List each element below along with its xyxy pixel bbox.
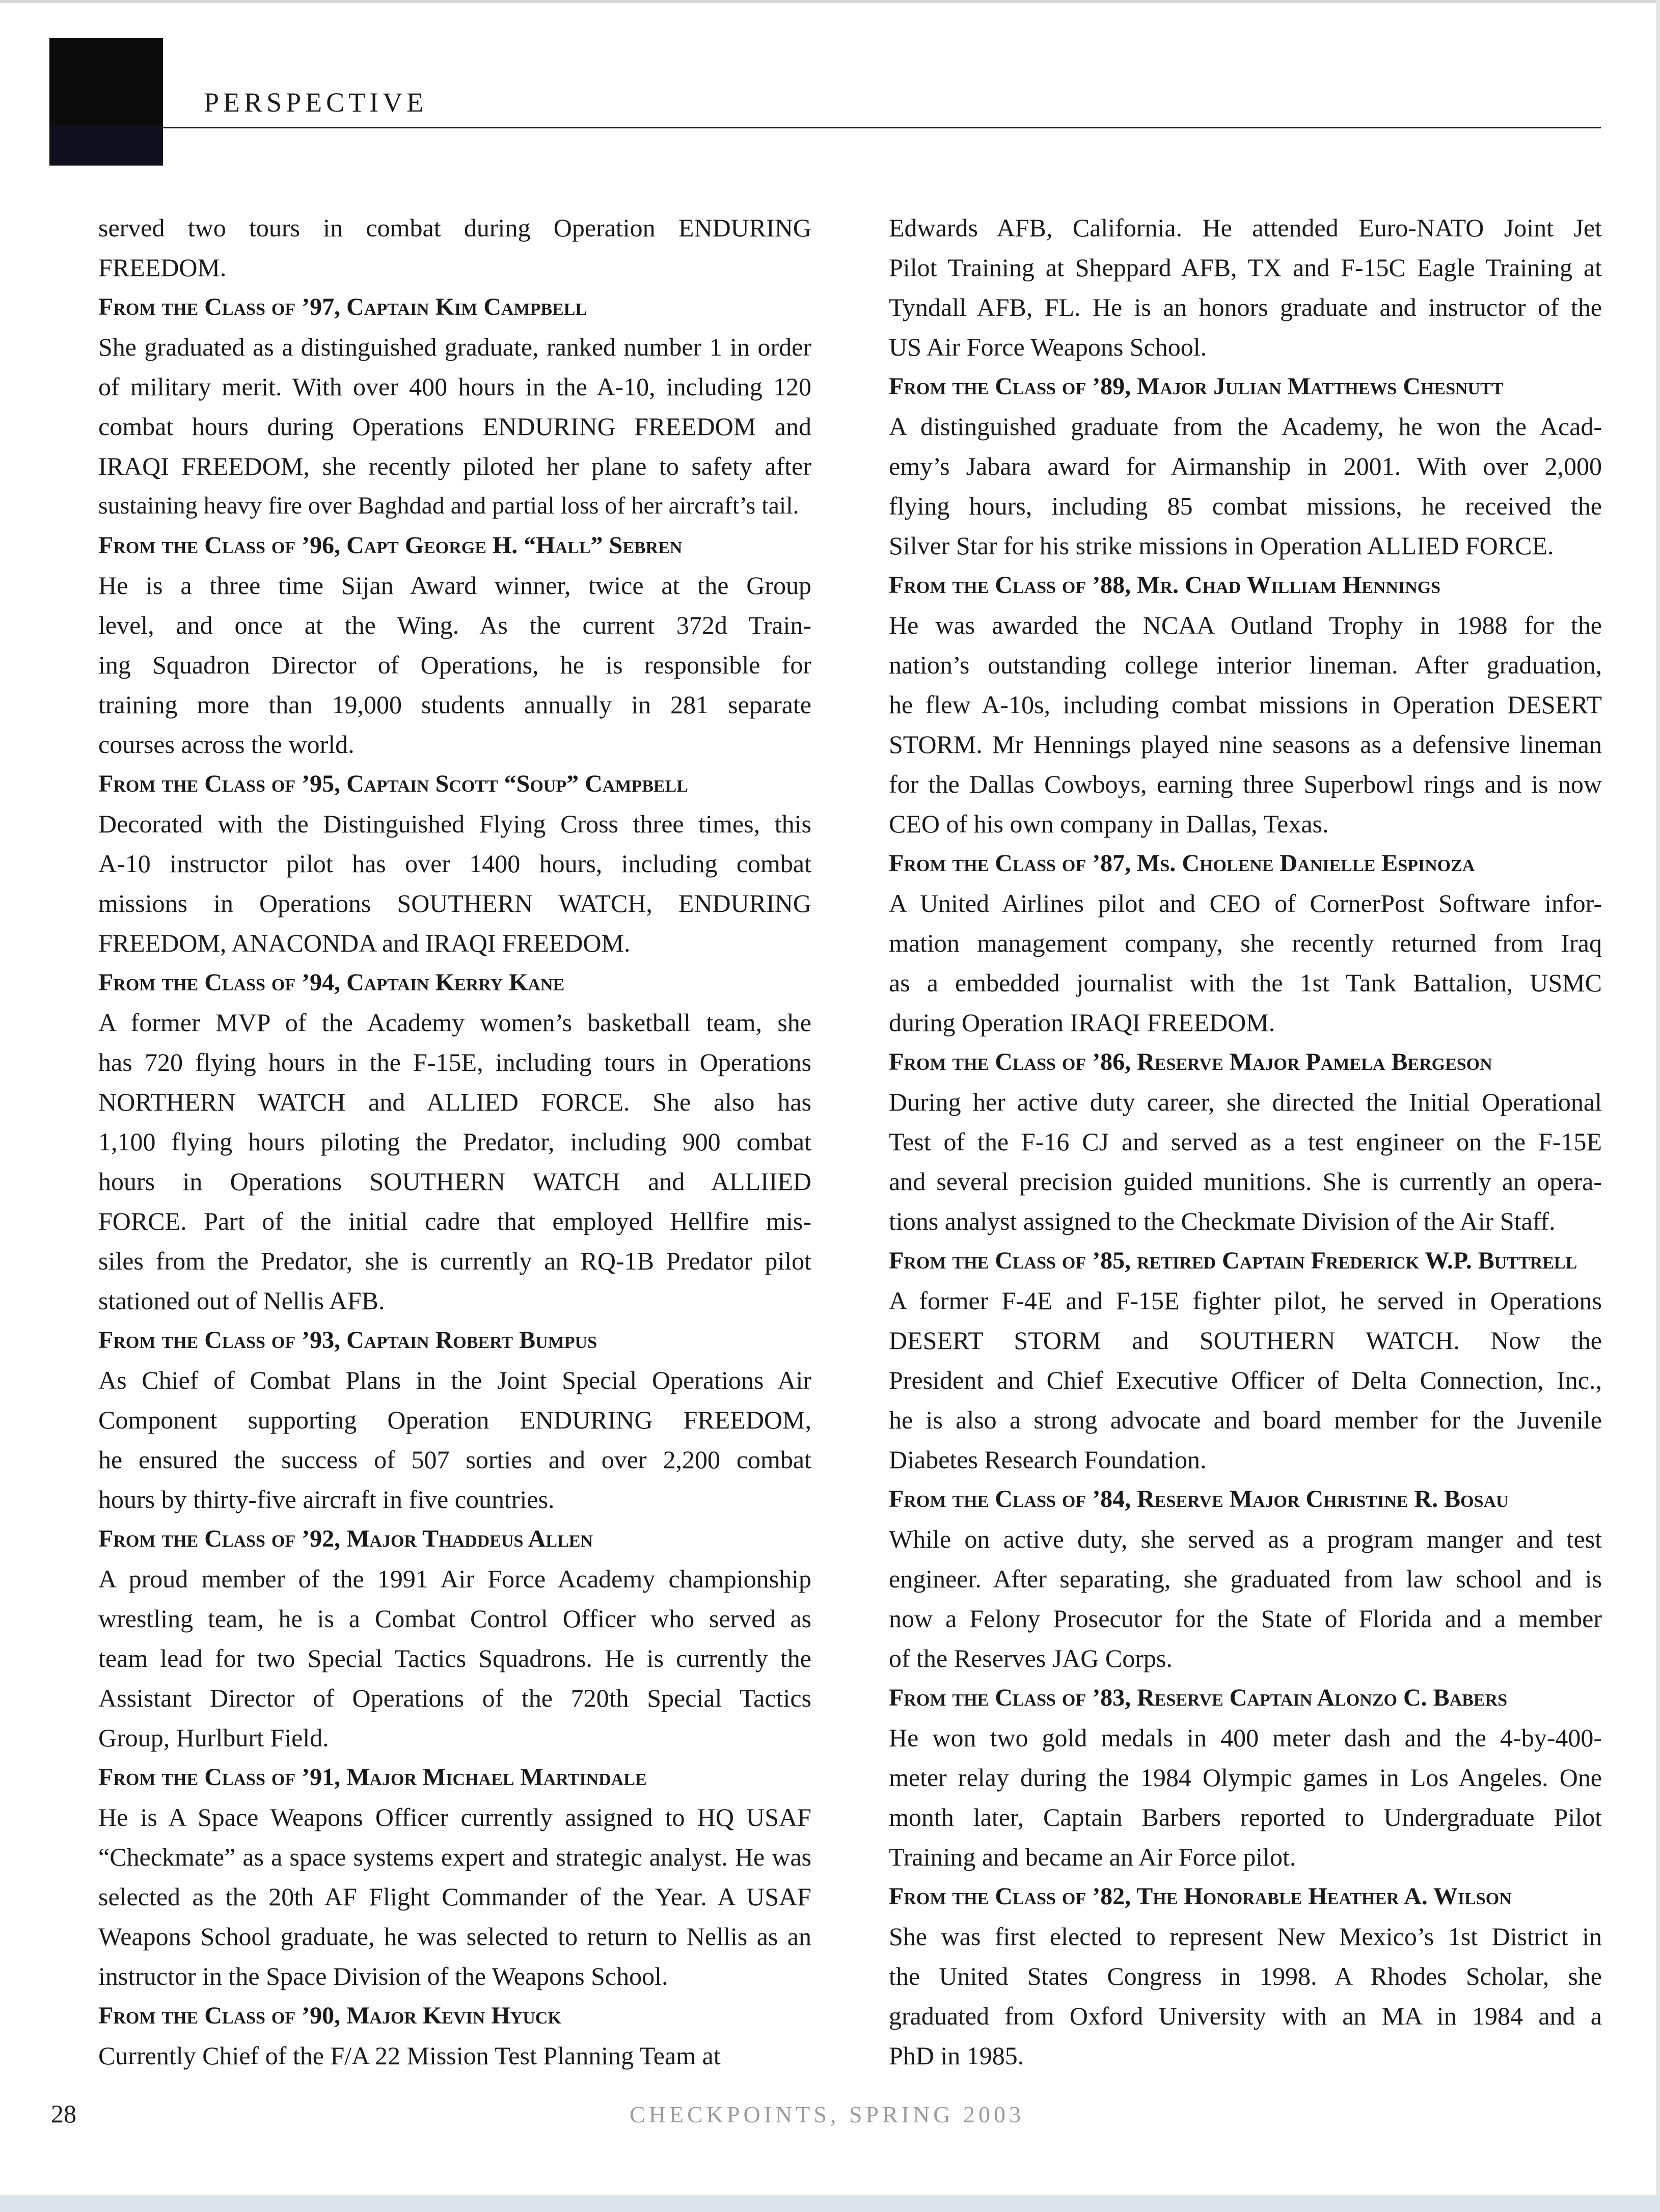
body-line: combat hours during Operations ENDURING FREEDOM and	[98, 412, 811, 441]
body-line: graduated from Oxford University with an MA in 1984 and a	[889, 2002, 1602, 2030]
page-right-edge	[1656, 0, 1660, 2212]
publication-footer: CHECKPOINTS, SPRING 2003	[630, 2101, 1025, 2127]
entry-heading: From the Class of ’96, Capt George H. “Hall” Sebren	[98, 532, 683, 559]
body-line: of the Reserves JAG Corps.	[889, 1644, 1173, 1673]
entry-heading: From the Class of ’82, The Honorable Heather A. Wilson	[889, 1883, 1512, 1910]
body-line: A former MVP of the Academy women’s basketball team, she	[98, 1008, 811, 1037]
body-line: missions in Operations SOUTHERN WATCH, ENDURING	[98, 889, 811, 918]
body-line: Diabetes Research Foundation.	[889, 1445, 1207, 1474]
body-line: of military merit. With over 400 hours in the A-10, including 120	[98, 372, 811, 401]
entry-heading: From the Class of ’84, Reserve Major Christine R. Bosau	[889, 1486, 1509, 1513]
body-line: served two tours in combat during Operation ENDURING	[98, 213, 811, 242]
body-line: Edwards AFB, California. He attended Euro-NATO Joint Jet	[889, 213, 1602, 242]
body-line: as a embedded journalist with the 1st Tank Battalion, USMC	[889, 968, 1602, 997]
entry-heading: From the Class of ’93, Captain Robert Bumpus	[98, 1327, 597, 1354]
left-column	[98, 208, 811, 2075]
section-title: PERSPECTIVE	[204, 87, 428, 118]
body-line: Decorated with the Distinguished Flying Cross three times, this	[98, 810, 811, 838]
body-line: A proud member of the 1991 Air Force Academy championship	[98, 1564, 811, 1593]
entry-heading: From the Class of ’85, retired Captain Frederick W.P. Buttrell	[889, 1247, 1577, 1274]
body-line: He won two gold medals in 400 meter dash and the 4-by-400-	[889, 1723, 1602, 1752]
body-line: Silver Star for his strike missions in Operation ALLIED FORCE.	[889, 531, 1554, 560]
body-line: PhD in 1985.	[889, 2041, 1024, 2070]
entry-heading: From the Class of ’88, Mr. Chad William Hennings	[889, 572, 1441, 599]
body-line: team lead for two Special Tactics Squadrons. He is currently the	[98, 1644, 811, 1673]
body-line: She graduated as a distinguished graduate, ranked number 1 in order	[98, 333, 811, 361]
header-rule	[163, 127, 1601, 128]
entry-heading: From the Class of ’95, Captain Scott “Soup” Campbell	[98, 770, 688, 797]
body-line: Currently Chief of the F/A 22 Mission Test Planning Team at	[98, 2041, 721, 2070]
body-line: Component supporting Operation ENDURING FREEDOM,	[98, 1406, 811, 1434]
body-line: during Operation IRAQI FREEDOM.	[889, 1008, 1275, 1037]
body-line: Weapons School graduate, he was selected to return to Nellis as an	[98, 1922, 811, 1951]
page-number: 28	[51, 2099, 76, 2128]
body-line: A United Airlines pilot and CEO of CornerPost Software infor-	[889, 889, 1602, 918]
body-line: nation’s outstanding college interior lineman. After graduation,	[889, 651, 1602, 679]
body-line: Pilot Training at Sheppard AFB, TX and F-15C Eagle Training at	[889, 253, 1602, 282]
body-line: ing Squadron Director of Operations, he is responsible for	[98, 651, 811, 679]
body-line: She was first elected to represent New Mexico’s 1st District in	[889, 1922, 1602, 1951]
body-line: hours by thirty-five aircraft in five countries.	[98, 1485, 555, 1514]
body-line: hours in Operations SOUTHERN WATCH and ALLIIED	[98, 1167, 811, 1196]
body-line: As Chief of Combat Plans in the Joint Special Operations Air	[98, 1366, 811, 1394]
body-line: now a Felony Prosecutor for the State of Florida and a member	[889, 1604, 1602, 1633]
body-line: siles from the Predator, she is currently an RQ-1B Predator pilot	[98, 1247, 811, 1275]
body-line: stationed out of Nellis AFB.	[98, 1286, 385, 1315]
body-line: Group, Hurlburt Field.	[98, 1723, 329, 1752]
body-line: NORTHERN WATCH and ALLIED FORCE. She also has	[98, 1088, 811, 1116]
body-line: STORM. Mr Hennings played nine seasons as a defensive lineman	[889, 730, 1602, 759]
entry-heading: From the Class of ’86, Reserve Major Pamela Bergeson	[889, 1048, 1492, 1075]
body-line: courses across the world.	[98, 730, 355, 759]
right-column	[889, 208, 1602, 2075]
body-line: for the Dallas Cowboys, earning three Superbowl rings and is now	[889, 770, 1602, 798]
body-line: Test of the F-16 CJ and served as a test engineer on the F-15E	[889, 1127, 1602, 1156]
body-line: emy’s Jabara award for Airmanship in 2001. With over 2,000	[889, 452, 1602, 480]
body-line: wrestling team, he is a Combat Control Officer who served as	[98, 1604, 811, 1633]
body-line: he ensured the success of 507 sorties and over 2,200 combat	[98, 1445, 811, 1474]
body-line: instructor in the Space Division of the Weapons School.	[98, 1962, 668, 1990]
body-line: President and Chief Executive Officer of Delta Connection, Inc.,	[889, 1366, 1602, 1394]
body-line: A-10 instructor pilot has over 1400 hours, including combat	[98, 849, 811, 878]
page-bottom-edge	[0, 2195, 1660, 2212]
body-line: During her active duty career, she directed the Initial Operational	[889, 1088, 1602, 1116]
body-line: FREEDOM, ANACONDA and IRAQI FREEDOM.	[98, 929, 631, 957]
body-line: He is A Space Weapons Officer currently assigned to HQ USAF	[98, 1803, 811, 1831]
entry-heading: From the Class of ’87, Ms. Cholene Danielle Espinoza	[889, 850, 1475, 877]
body-line: He is a three time Sijan Award winner, twice at the Group	[98, 571, 811, 600]
body-line: he flew A-10s, including combat missions in Operation DESERT	[889, 690, 1602, 719]
body-line: engineer. After separating, she graduated from law school and is	[889, 1564, 1602, 1593]
entry-heading: From the Class of ’94, Captain Kerry Kane	[98, 969, 565, 996]
body-line: training more than 19,000 students annually in 281 separate	[98, 690, 811, 719]
body-line: month later, Captain Barbers reported to Undergraduate Pilot	[889, 1803, 1602, 1831]
body-line: IRAQI FREEDOM, she recently piloted her plane to safety after	[98, 452, 811, 480]
body-line: Training and became an Air Force pilot.	[889, 1843, 1296, 1871]
body-line: the United States Congress in 1998. A Rhodes Scholar, she	[889, 1962, 1602, 1990]
body-line: US Air Force Weapons School.	[889, 333, 1207, 361]
body-line: flying hours, including 85 combat missions, he received the	[889, 492, 1602, 520]
entry-heading: From the Class of ’83, Reserve Captain Alonzo C. Babers	[889, 1684, 1507, 1711]
body-line: Tyndall AFB, FL. He is an honors graduate and instructor of the	[889, 293, 1602, 321]
body-line: A distinguished graduate from the Academy, he won the Acad-	[889, 412, 1602, 441]
body-line: He was awarded the NCAA Outland Trophy in 1988 for the	[889, 611, 1602, 639]
body-line: and several precision guided munitions. She is currently an opera-	[889, 1167, 1602, 1196]
body-line: level, and once at the Wing. As the current 372d Train-	[98, 611, 811, 639]
entry-heading: From the Class of ’90, Major Kevin Hyuck	[98, 2002, 561, 2029]
body-line: “Checkmate” as a space systems expert and strategic analyst. He was	[98, 1843, 811, 1871]
body-line: mation management company, she recently returned from Iraq	[889, 929, 1602, 957]
body-line: 1,100 flying hours piloting the Predator, including 900 combat	[98, 1127, 811, 1156]
page-top-edge	[0, 0, 1660, 3]
body-line: FREEDOM.	[98, 253, 227, 282]
body-line: meter relay during the 1984 Olympic games in Los Angeles. One	[889, 1763, 1602, 1792]
body-line: DESERT STORM and SOUTHERN WATCH. Now the	[889, 1326, 1602, 1355]
body-line: tions analyst assigned to the Checkmate Division of the Air Staff.	[889, 1207, 1556, 1235]
corner-block-tint	[49, 125, 163, 166]
body-line: selected as the 20th AF Flight Commander of the Year. A USAF	[98, 1882, 811, 1911]
body-line: has 720 flying hours in the F-15E, including tours in Operations	[98, 1048, 811, 1076]
body-line: CEO of his own company in Dallas, Texas.	[889, 810, 1329, 838]
entry-heading: From the Class of ’97, Captain Kim Campbell	[98, 293, 587, 320]
entry-heading: From the Class of ’89, Major Julian Matthews Chesnutt	[889, 373, 1504, 400]
body-line: While on active duty, she served as a program manger and test	[889, 1525, 1602, 1553]
body-line: FORCE. Part of the initial cadre that employed Hellfire mis-	[98, 1207, 811, 1235]
body-line: Assistant Director of Operations of the 720th Special Tactics	[98, 1684, 811, 1712]
body-line: A former F-4E and F-15E fighter pilot, he served in Operations	[889, 1286, 1602, 1315]
entry-heading: From the Class of ’91, Major Michael Martindale	[98, 1764, 647, 1791]
body-line: sustaining heavy fire over Baghdad and partial loss of her aircraft’s tail.	[98, 492, 799, 519]
body-line: he is also a strong advocate and board member for the Juvenile	[889, 1406, 1602, 1434]
entry-heading: From the Class of ’92, Major Thaddeus Allen	[98, 1525, 593, 1552]
